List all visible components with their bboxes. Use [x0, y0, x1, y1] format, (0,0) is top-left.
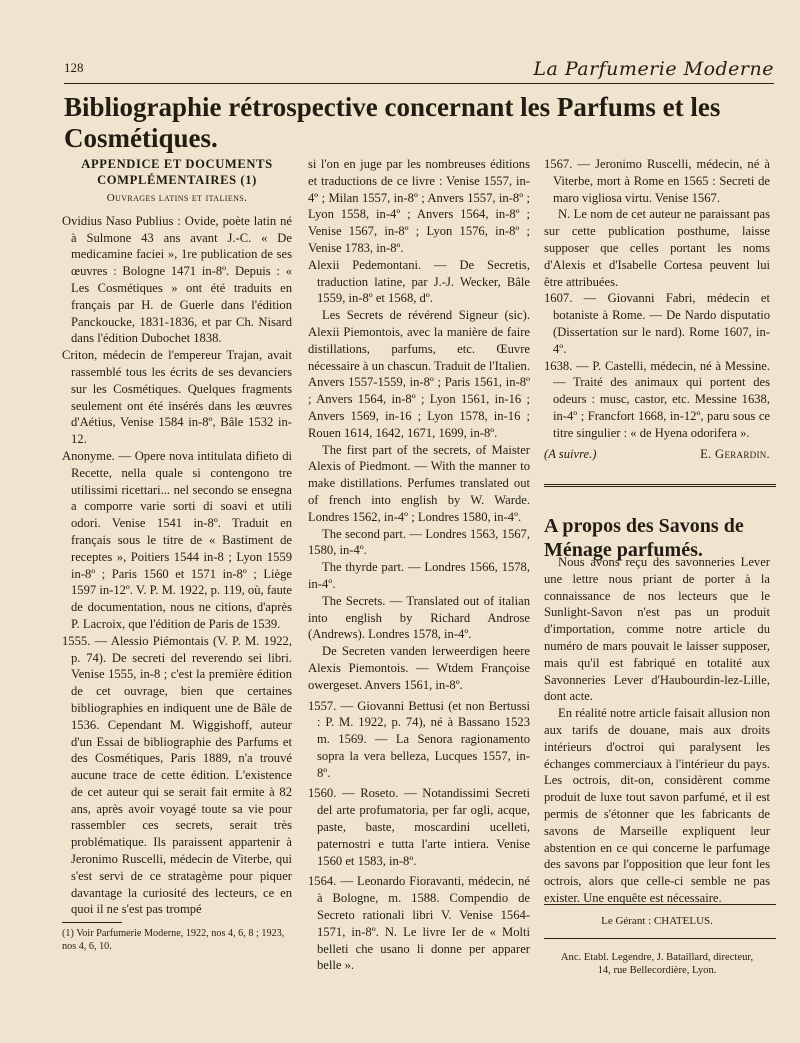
entry-1557: 1557. — Giovanni Bettusi (et non Bertussi : P. M. 1922, p. 74), né à Bassano 1523 m. 1569. — La Senora ragionamento sopra la vera belleza, Lucques 1557, in-8º. — [308, 698, 530, 780]
second-article-paragraph-1: Nous avons reçu des savonneries Lever une lettre nous priant de porter à la connaissance de nos lecteurs que le Sunlight-Savon n'est pas un produit d'importation, comme notre article du numéro de mars pouvait le laisser supposer, mais qu'il est fabriqué en totalité aux Savonneries Lever d'Haubourdin-lez-Lille, dont acte. — [544, 555, 770, 704]
printer-imprint — [544, 951, 770, 977]
appendix-heading-line-1: APPENDICE ET DOCUMENTS — [81, 157, 273, 171]
article-title: Bibliographie rétrospective concernant les Parfums et les Cosmétiques. — [64, 92, 721, 153]
imprint-line-1: Anc. Etabl. Legendre, J. Bataillard, directeur, — [560, 952, 754, 963]
footer-rule-top — [544, 904, 776, 905]
entry-criton: Criton, médecin de l'empereur Trajan, avait rassemblé tous les écrits de ses devanciers sur les Cosmétiques. Quelques fragments seulement ont été insérés dans les œuvres d'Aétius, Venise 1584 in-8º, Bâle 1532 in-12. — [62, 348, 292, 447]
entry-thyrde-part: The thyrde part. — Londres 1566, 1578, in-4º. — [308, 560, 530, 591]
page-header — [64, 58, 774, 82]
second-article-paragraph-2: En réalité notre article faisait allusion non aux tarifs de douane, mais aux droits intérieurs d'octroi qui paralysent les échanges commerciaux à l'intérieur du pays. Les octrois, dit-on, considèrent comme produit de luxe tout savon parfumé, et il est permis de s'étonner que les fabricants de savons de Marseille expliquent leur abstention en ce qui concerne le parfumage des savons par l'opposition que leur font les octrois, alors que celle-ci semble ne pas exister. Une enquête est nécessaire. — [544, 706, 770, 905]
to-follow-note: (A suivre.) — [544, 446, 597, 461]
entry-secrets-reverend: Les Secrets de révérend Signeur (sic). Alexii Piemontois, avec la manière de faire distillations, parfums, etc. Œuvre nécessaire à un chascun. Traduit de l'Italien. Anvers 1557-1559, in-8º ; Paris 1561, in-8º ; Anvers 1564, in-8º ; Lyon 1561, in-16 ; Anvers 1569, in-16 ; Lyon 1578, in-16 ; Rouen 1614, 1642, 1671, 1699, in-8º. — [308, 308, 530, 440]
article-separator — [544, 484, 776, 487]
entry-ovide: Ovidius Naso Publius : Ovide, poète latin né à Sulmone 43 ans avant J.-C. « De medicamine faciei », 1re publication de ses œuvres : Bologne 1471 in-8º. Depuis : « Les Cosmétiques » ont été traduits en français par H. de Guerle dans l'édition Panckoucke, 1831-1836, et par Ch. Nisard dans l'édition Dubochet 1838. — [62, 213, 292, 346]
author-signature: E. Gerardin. — [700, 446, 770, 461]
second-article-title: A propos des Savons de Ménage parfumés. — [544, 514, 744, 561]
entry-pedemontani: Alexii Pedemontani. — De Secretis, traduction latine, par J.-J. Wecker, Bâle 1559, in-8º et 1568, dº. — [308, 257, 530, 306]
entry-first-part: The first part of the secrets, of Maister Alexis of Piedmont. — With the manner to make distillations. Perfumes translated out of french into english by W. Warde. Londres 1562, in-4º ; Londres 1580, in-4º. — [308, 442, 530, 524]
note-ruscelli: N. Le nom de cet auteur ne paraissant pas sur cette publication posthume, laisse supposer que celles portant les noms d'Alexis et d'Isabelle Cortesa peuvent lui être attribuées. — [544, 207, 770, 289]
header-rule — [64, 83, 774, 84]
entry-1564: 1564. — Leonardo Fioravanti, médecin, né à Bologne, m. 1588. Compendio de Secreto rationali libri V. Venise 1564-1571, in-8º. N. Le livre Ier de « Molti belleti che usano li donne per apparer belle ». — [308, 874, 530, 973]
entry-anonyme: Anonyme. — Opere nova intitulata difieto di Recette, nella quale si contengono tre utilissimi ricettari... nel secondo se ensegna a comporre varie sorti di soavi et utili odori. Venise 1541 in-8º. Traduit en français sous le titre de « Bastiment de receptes », Poitiers 1544 in-8 ; Lyon 1559 in-8º ; Paris 1560 et 1571 in-8º ; Liège 1597 in-12º. V. P. M. 1922, p. 119, où, faute de documentation, nous ne citions, d'après P. Lacroix, que l'édition de Paris de 1539. — [62, 448, 292, 631]
journal-title: La Parfumerie Moderne — [533, 58, 774, 80]
gerant-line: Le Gérant : CHATELUS. — [601, 915, 713, 927]
signature-line — [544, 446, 770, 463]
column-2 — [308, 156, 530, 974]
second-article-body — [544, 554, 770, 907]
section-subheading: Ouvrages latins et italiens. — [106, 192, 248, 204]
entry-1555: 1555. — Alessio Piémontais (V. P. M. 1922, p. 74). De secreti del reverendo sei libri. Venise 1555, in-8 ; c'est la première édition de cet ouvrage, bien que certaines bibliographies en indiquent une de Bâle de 1536. Cependant M. Wiggishoff, auteur d'un Essai de bibliographie des Parfums et des Cosmétiques, Paris 1889, n'a trouvé aucune trace de cette édition. L'existence de cet auteur qui se serait fait ermite à 82 ans, après avoir voyagé toute sa vie pour rassembler ces secrets, serait très problématique. Ils paraissent appartenir à Jeronimo Ruscelli, médecin de Viterbe, qui s'est servi de ce stratagème pour piquer davantage la curiosité des lecteurs, ce en quoi il ne s'est pas trompé — [62, 633, 292, 917]
paragraph-editions: si l'on en juge par les nombreuses éditions et traductions de ce livre : Venise 1557, in-4º ; Milan 1557, in-8º ; Anvers 1557, in-8º ; Lyon 1558, in-4º ; Anvers 1564, in-8º ; Venise 1567, in-8º ; Lyon 1576, in-8º ; Venise 1783, in-8º. — [308, 157, 530, 255]
entry-1560: 1560. — Roseto. — Notandissimi Secreti del arte profumatoria, per far ogli, acque, paste, baste, moscardini ucelleti, paternostri e tutta l'arte intiera. Venise 1560 et 1583, in-8º. — [308, 786, 530, 868]
column-1 — [62, 156, 292, 918]
page-number: 128 — [64, 60, 84, 75]
appendix-heading-line-2: COMPLÉMENTAIRES (1) — [97, 173, 257, 187]
imprint-line-2: 14, rue Bellecordière, Lyon. — [597, 965, 717, 976]
entry-the-secrets: The Secrets. — Translated out of italian into english by Richard Androse (Andrews). Londres 1578, in-4º. — [308, 593, 530, 642]
entry-second-part: The second part. — Londres 1563, 1567, 1580, in-4º. — [308, 526, 530, 558]
footer-rule-bottom — [544, 938, 776, 939]
footnote: (1) Voir Parfumerie Moderne, 1922, nos 4, 6, 8 ; 1923, nos 4, 6, 10. — [62, 928, 285, 952]
entry-1638: 1638. — P. Castelli, médecin, né à Messine. — Traité des animaux qui portent des odeurs : musc, castor, etc. Messine 1638, in-4º ; Francfort 1668, in-12º, paru sous ce titre singulier : « de Hyena odorifera ». — [544, 358, 770, 440]
entry-1607: 1607. — Giovanni Fabri, médecin et botaniste à Rome. — De Nardo disputatio (Dissertation sur le nard). Rome 1607, in-4º. — [544, 291, 770, 356]
column-3 — [544, 156, 770, 462]
footnote-rule — [62, 922, 122, 923]
entry-1567: 1567. — Jeronimo Ruscelli, médecin, né à Viterbe, mort à Rome en 1565 : Secreti de maro vigliosa virtu. Venise 1567. — [544, 157, 770, 205]
entry-de-secreten: De Secreten vanden lerweerdigen heere Alexis Piemontois. — Wtdem Françoise owergeset. Anvers 1561, in-8º. — [308, 644, 530, 692]
